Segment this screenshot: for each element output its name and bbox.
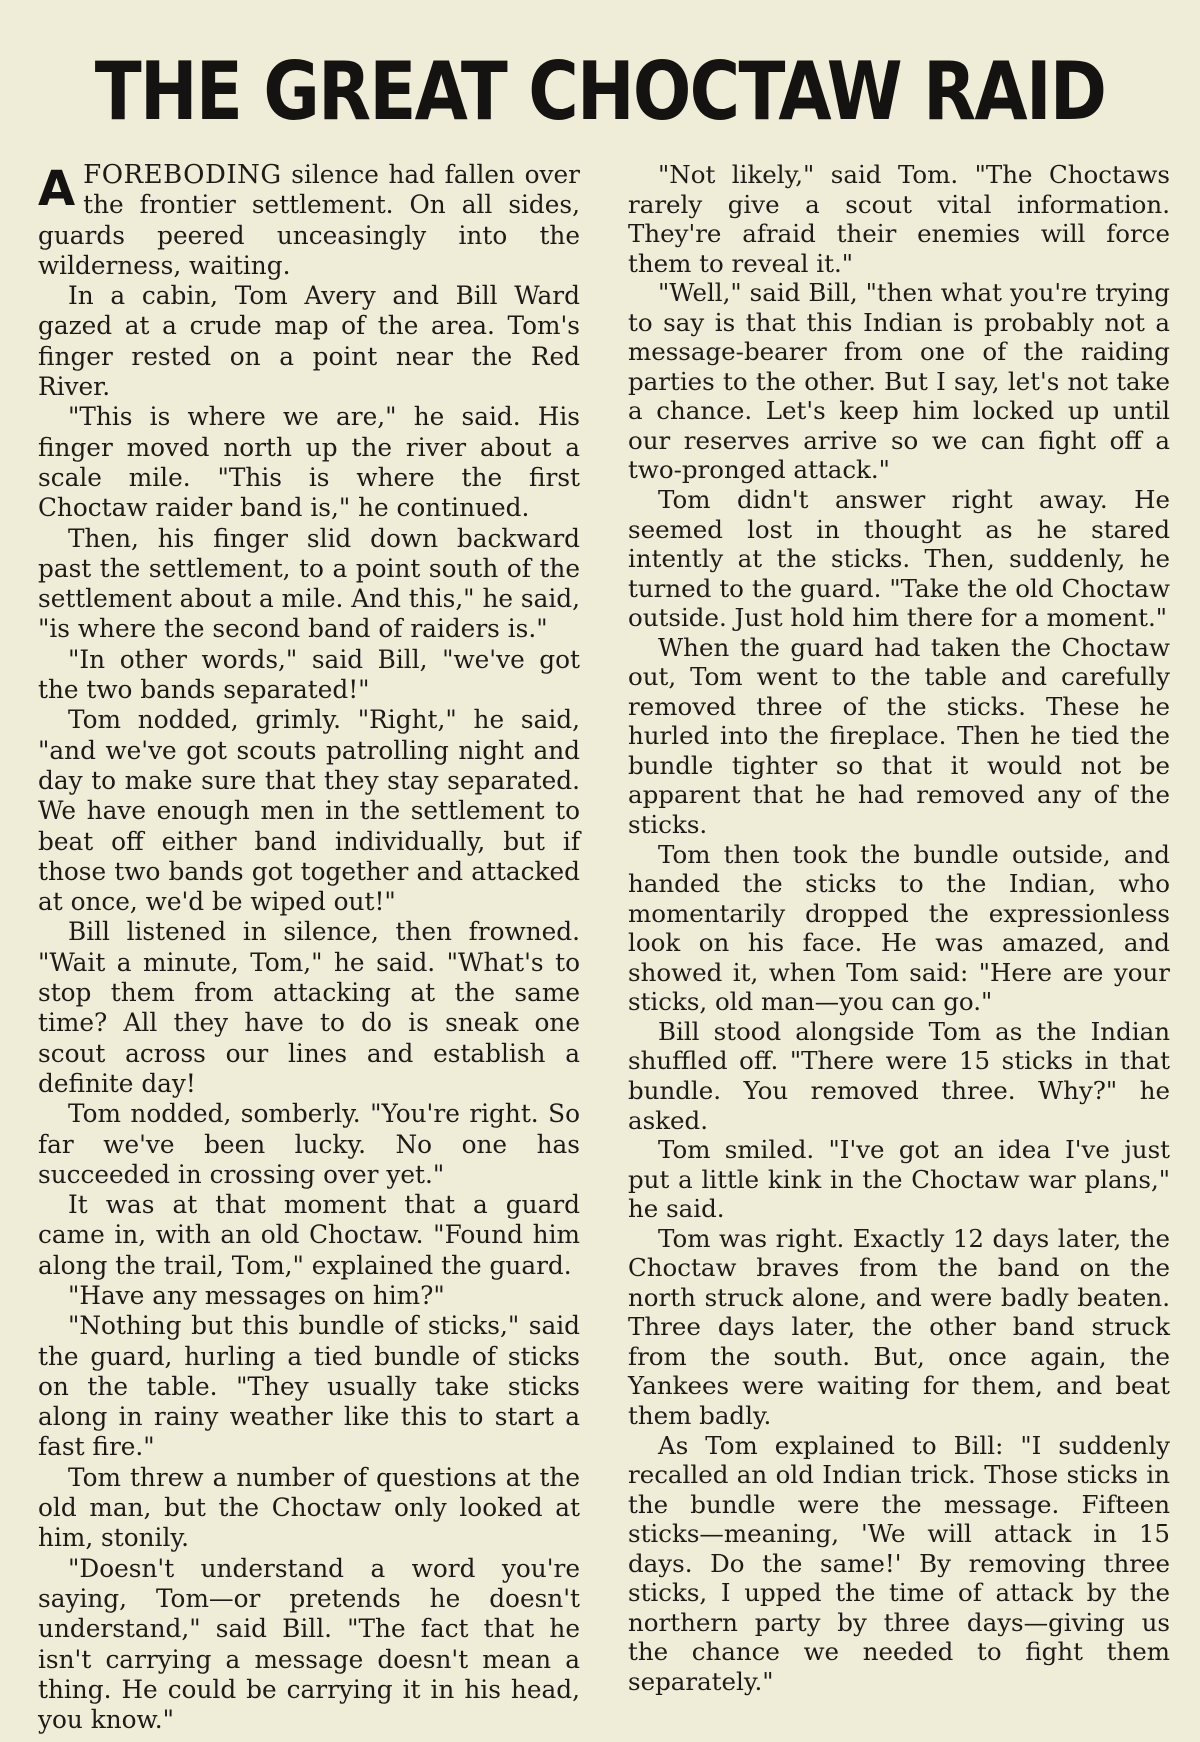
- paragraph: Tom nodded, somberly. "You're right. So far we've been lucky. No one has succeeded in crossing over yet.": [38, 1099, 580, 1189]
- paragraph: Tom smiled. "I've got an idea I've just put a little kink in the Choctaw war plans," he said.: [628, 1135, 1170, 1224]
- left-column: [38, 160, 580, 1735]
- story-title: THE GREAT CHOCTAW RAID: [94, 45, 1106, 138]
- paragraph: Tom didn't answer right away. He seemed lost in thought as he stared intently at the sticks. Then, suddenly, he turned to the guard. "Take the old Choctaw outside. Just hold him there for a moment.": [628, 485, 1170, 633]
- paragraph: When the guard had taken the Choctaw out, Tom went to the table and carefully removed three of the sticks. These he hurled into the fireplace. Then he tied the bundle tighter so that it would not be apparent that he had removed any of the sticks.: [628, 632, 1170, 840]
- paragraph: Tom nodded, grimly. "Right," he said, "and we've got scouts patrolling night and day to make sure that they stay separated. We have enough men in the settlement to beat off either band individually, but if those two bands got together and attacked at once, we'd be wiped out!": [38, 705, 580, 917]
- paragraph: "Nothing but this bundle of sticks," said the guard, hurling a tied bundle of sticks on the table. "They usually take sticks along in rainy weather like this to start a fast fire.": [38, 1311, 580, 1462]
- paragraph: In a cabin, Tom Avery and Bill Ward gazed at a crude map of the area. Tom's finger rested on a point near the Red River.: [38, 281, 580, 402]
- paragraph: Tom threw a number of questions at the old man, but the Choctaw only looked at him, stonily.: [38, 1462, 580, 1553]
- paragraph: "Well," said Bill, "then what you're trying to say is that this Indian is probably not a message-bearer from one of the raiding parties to the other. But I say, let's not take a chance. Let's keep him locked up until our reserves arrive so we can fight off a two-pronged attack.": [628, 278, 1170, 485]
- paragraph: Then, his finger slid down backward past the settlement, to a point south of the settlement about a mile. And this," he said, "is where the second band of raiders is.": [38, 523, 580, 644]
- paragraph: "Not likely," said Tom. "The Choctaws rarely give a scout vital information. They're afraid their enemies will force them to reveal it.": [628, 160, 1170, 278]
- paragraph: "This is where we are," he said. His finger moved north up the river about a scale mile. "This is where the first Choctaw raider band is," he continued.: [38, 402, 580, 523]
- paragraph-text: silence had fallen over the frontier settlement. On all sides, guards peered unceasingly into the wilderness, waiting.: [38, 160, 580, 280]
- paragraph: [38, 160, 580, 281]
- paragraph: Tom then took the bundle outside, and handed the sticks to the Indian, who momentarily dropped the expressionless look on his face. He was amazed, and showed it, when Tom said: "Here are your sticks, old man—you can go.": [628, 839, 1170, 1017]
- paragraph: "Have any messages on him?": [68, 1280, 445, 1310]
- paragraph: "Doesn't understand a word you're saying, Tom—or pretends he doesn't understand," said Bill. "The fact that he isn't carrying a message doesn't mean a thing. He could be carrying it in his head, you know.": [38, 1553, 580, 1735]
- right-column: [628, 160, 1170, 1696]
- lead-word: FOREBODING: [83, 160, 282, 190]
- drop-cap: A: [38, 161, 76, 217]
- paragraph: Bill listened in silence, then frowned. "Wait a minute, Tom," he said. "What's to stop them from attacking at the same time? All they have to do is sneak one scout across our lines and establish a definite day!: [38, 917, 580, 1098]
- paragraph: Tom was right. Exactly 12 days later, the Choctaw braves from the band on the north struck alone, and were badly beaten. Three days later, the other band struck from the south. But, once again, the Yankees were waiting for them, and beat them badly.: [628, 1223, 1170, 1430]
- paragraph: As Tom explained to Bill: "I suddenly recalled an old Indian trick. Those sticks in the bundle were the message. Fifteen sticks—meaning, 'We will attack in 15 days. Do the same!' By removing three sticks, I upped the time of attack by the northern party by three days—giving us the chance we needed to fight them separately.": [628, 1430, 1170, 1696]
- paragraph: "In other words," said Bill, "we've got the two bands separated!": [38, 644, 580, 705]
- paragraph: Bill stood alongside Tom as the Indian shuffled off. "There were 15 sticks in that bundle. You removed three. Why?" he asked.: [628, 1016, 1170, 1135]
- paragraph: It was at that moment that a guard came in, with an old Choctaw. "Found him along the trail, Tom," explained the guard.: [38, 1190, 580, 1280]
